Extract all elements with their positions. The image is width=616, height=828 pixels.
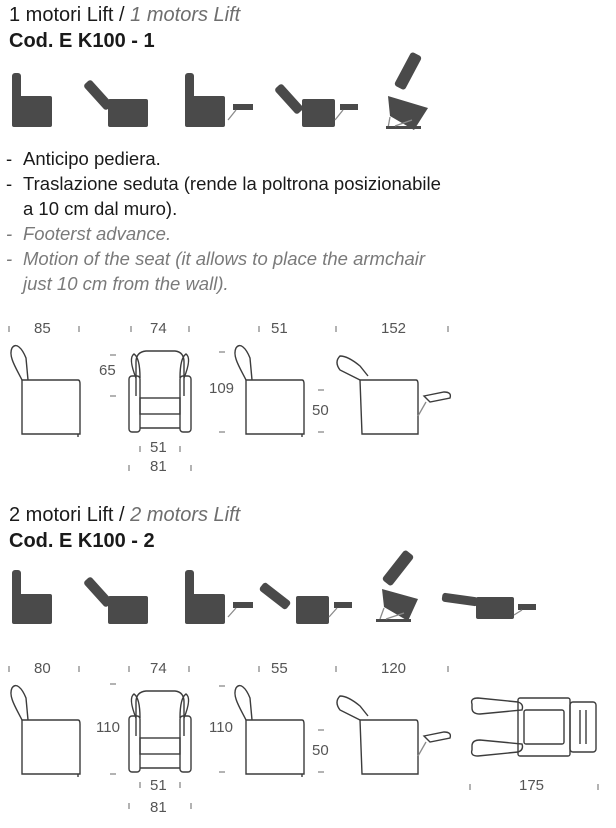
wall-gap-drawing	[219, 326, 336, 437]
feature-text: Traslazione seduta (rende la poltrona posizionabile	[23, 173, 441, 194]
features-list	[6, 146, 441, 296]
section1-title	[9, 4, 240, 26]
footrest-icon	[185, 73, 253, 127]
section1-title-it: 1 motori Lift /	[9, 4, 125, 26]
section2-title	[9, 504, 240, 526]
feature-item-6	[6, 271, 441, 296]
footrest-icon	[185, 570, 253, 624]
dim-upright-height: 110	[209, 719, 233, 736]
side-view-drawing	[9, 666, 80, 777]
dim-front-height: 65	[99, 362, 116, 379]
dim-upright-height: 109	[209, 380, 235, 397]
recline-back-icon	[83, 576, 148, 624]
dim-wall-gap: 55	[271, 660, 288, 677]
dim-reclined-length: 152	[381, 320, 407, 337]
dim-wall-gap: 51	[271, 320, 288, 337]
section2-title-en: 2 motors Lift	[130, 504, 241, 526]
flat-recline-icon	[441, 593, 536, 619]
section2-code: Cod. E K100 - 2	[9, 530, 155, 552]
section1-motion-icons	[0, 60, 616, 140]
section1-code: Cod. E K100 - 1	[9, 30, 155, 52]
feature-item-4	[6, 221, 441, 246]
lift-icon	[376, 549, 418, 622]
reclined-drawing	[337, 326, 450, 434]
reclined-drawing	[337, 666, 450, 774]
section2-motion-icons	[0, 555, 616, 635]
feature-text: Footerst advance.	[23, 223, 172, 244]
upright-icon	[12, 73, 52, 127]
bullet-dash: -	[6, 248, 13, 269]
dim-front-inner: 51	[150, 777, 167, 794]
feature-item-2	[6, 171, 441, 196]
feature-item-5	[6, 246, 441, 271]
dim-seat-height: 50	[312, 742, 329, 759]
feature-item-1	[6, 146, 441, 171]
dim-front-outer: 81	[150, 458, 167, 475]
section1-dimension-drawings	[0, 318, 616, 483]
dim-seat-height: 50	[312, 402, 329, 419]
dim-front-inner: 51	[150, 439, 167, 456]
upright-icon	[12, 570, 52, 624]
lift-icon	[386, 51, 428, 130]
bullet-dash: -	[6, 173, 13, 194]
dim-front-height: 110	[96, 719, 120, 736]
dim-top-length: 175	[519, 777, 545, 794]
bullet-dash: -	[6, 223, 13, 244]
feature-item-3	[6, 196, 441, 221]
full-recline-icon	[259, 582, 352, 624]
feature-text: Motion of the seat (it allows to place the armchair	[23, 248, 426, 269]
wall-gap-drawing	[219, 666, 336, 777]
recline-back-icon	[83, 79, 148, 127]
section2-title-it: 2 motori Lift /	[9, 504, 125, 526]
section1-title-en: 1 motors Lift	[130, 4, 241, 26]
dim-front-width: 74	[150, 660, 167, 677]
dim-reclined-length: 120	[381, 660, 407, 677]
feature-text: a 10 cm dal muro).	[23, 198, 178, 219]
dim-side-depth: 80	[34, 660, 51, 677]
dim-front-width: 74	[150, 320, 167, 337]
section2-dimension-drawings	[0, 658, 616, 823]
full-recline-icon	[274, 83, 358, 127]
side-view-drawing	[9, 326, 80, 437]
bullet-dash: -	[6, 148, 13, 169]
feature-text: Anticipo pediera.	[23, 148, 161, 169]
dim-side-depth: 85	[34, 320, 51, 337]
feature-text: just 10 cm from the wall).	[23, 273, 229, 294]
dim-front-outer: 81	[150, 799, 167, 816]
